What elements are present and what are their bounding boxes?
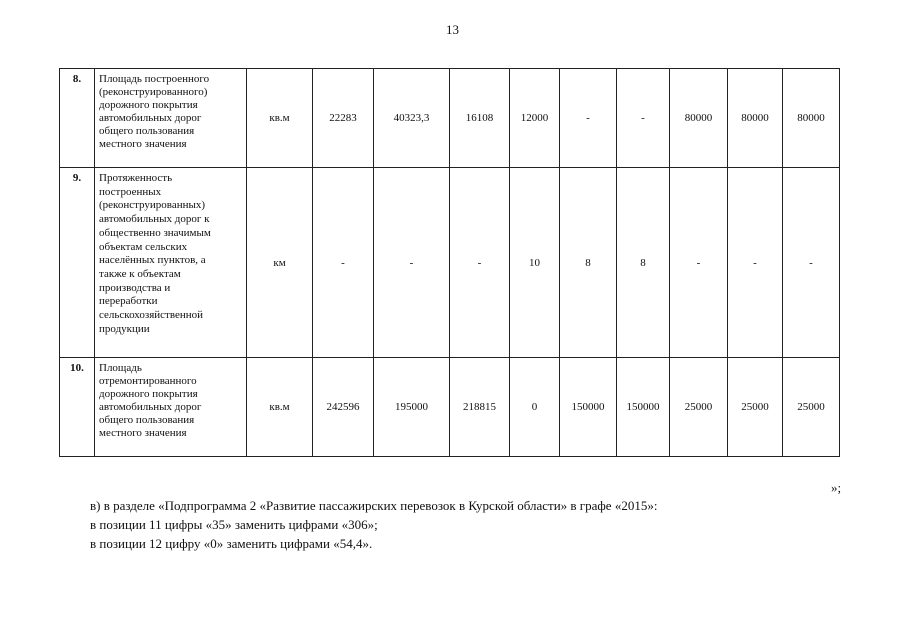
indicator-name: Протяженность построенных (реконструированных) автомобильных дорог к общественно значимым объектам сельских населённых пунктов, а также к объектам производства и переработки сельскохозяйственной продукции: [95, 168, 247, 358]
page-number: 13: [446, 22, 459, 37]
value-cell: 10: [510, 168, 560, 358]
unit-cell: км: [247, 168, 313, 358]
value-cell: -: [783, 168, 840, 358]
row-number: 8.: [60, 69, 95, 168]
table-row: [60, 168, 840, 358]
value-cell: 218815: [450, 358, 510, 457]
amendment-paragraph: в) в разделе «Подпрограмма 2 «Развитие пассажирских перевозок в Курской области» в графе «2015»:: [90, 498, 658, 513]
indicator-name: Площадь отремонтированного дорожного покрытия автомобильных дорог общего пользования местного значения: [95, 358, 247, 457]
amendment-paragraph: в позиции 12 цифру «0» заменить цифрами «54,4».: [90, 536, 373, 551]
value-cell: 80000: [728, 69, 783, 168]
value-cell: -: [670, 168, 728, 358]
value-cell: 25000: [670, 358, 728, 457]
value-cell: -: [374, 168, 450, 358]
value-cell: -: [560, 69, 617, 168]
value-cell: -: [617, 69, 670, 168]
unit-cell: кв.м: [247, 358, 313, 457]
value-cell: -: [728, 168, 783, 358]
value-cell: 8: [560, 168, 617, 358]
value-cell: 25000: [728, 358, 783, 457]
value-cell: 195000: [374, 358, 450, 457]
amendment-paragraph: в позиции 11 цифры «35» заменить цифрами «306»;: [90, 517, 378, 532]
row-number: 9.: [60, 168, 95, 358]
table-row: [60, 358, 840, 457]
unit-cell: кв.м: [247, 69, 313, 168]
value-cell: 150000: [560, 358, 617, 457]
closing-quote-mark: »;: [831, 480, 842, 495]
value-cell: 16108: [450, 69, 510, 168]
value-cell: 25000: [783, 358, 840, 457]
value-cell: 22283: [313, 69, 374, 168]
row-number: 10.: [60, 358, 95, 457]
value-cell: 242596: [313, 358, 374, 457]
table-row: [60, 69, 840, 168]
value-cell: 0: [510, 358, 560, 457]
indicators-table: [59, 68, 840, 457]
value-cell: -: [313, 168, 374, 358]
indicator-name: Площадь построенного (реконструированного) дорожного покрытия автомобильных дорог общего пользования местного значения: [95, 69, 247, 168]
value-cell: 80000: [670, 69, 728, 168]
value-cell: 150000: [617, 358, 670, 457]
value-cell: -: [450, 168, 510, 358]
value-cell: 8: [617, 168, 670, 358]
value-cell: 12000: [510, 69, 560, 168]
value-cell: 40323,3: [374, 69, 450, 168]
value-cell: 80000: [783, 69, 840, 168]
